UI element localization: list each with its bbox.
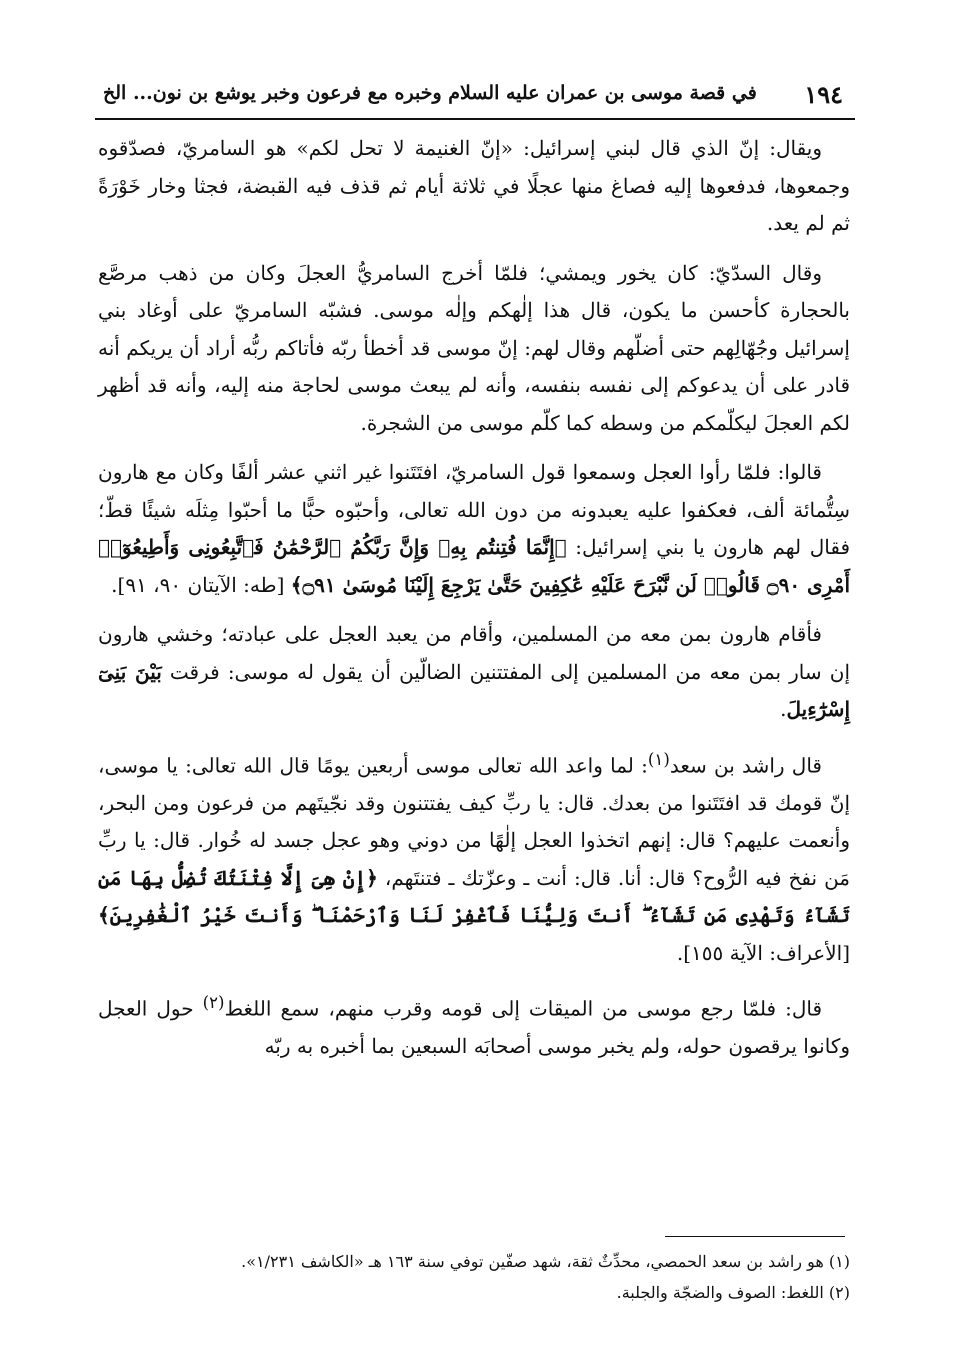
paragraph-text: قال: فلمّا رجع موسى من الميقات إلى قومه وقرب منهم، سمع اللغط [224, 996, 823, 1021]
paragraph [98, 130, 850, 243]
paragraph-text: وقال السدّيّ: كان يخور ويمشي؛ فلمّا أخرج السامريُّ العجلَ وكان من ذهب مرصَّع بالحجارة كأحسن ما يكون، قال هذا إلٰهكم وإلٰه موسى. فشبّه السامريّ على أوغاد بني إسرائيل وجُهّالِهم حتى أضلّهم وقال لهم: إنّ موسى قد أخطأ ربّه فأتاكم ربُّه أراد أن يريكم أنه قادر على أن يدعوكم إلى نفسه بنفسه، وأنه لم يبعث موسى لحاجة منه إليه، وأنه قد أظهر لكم العجلَ ليكلّمكم من وسطه كما كلّم موسى من الشجرة. [98, 260, 850, 435]
footnote-ref[interactable]: (٢) [202, 993, 225, 1013]
paragraph [98, 616, 850, 729]
verse-citation: [طه: الآيتان ٩٠، ٩١]. [111, 572, 291, 597]
paragraph-text: : لما واعد الله تعالى موسى أربعين يومًا قال الله تعالى: يا موسى، إنّ قومك قد افتَتَنوا من بعدك. قال: يا ربِّ كيف يفتتنون وقد نجّيتَهم من فرعون ومن البحر، وأنعمت عليهم؟ قال: إنهم اتخذوا العجل إلٰهًا من دوني وهو عجل جسد له خُوار. قال: يا ربِّ مَن نفخ فيه الرُّوح؟ قال: أنا. قال: أنت ـ وعزّتك ـ فتنتَهم، [98, 753, 851, 890]
paragraph-text: قالوا: فلمّا رأوا العجل وسمعوا قول السامريّ، افتَتَنوا غير اثني عشر ألفًا وكان مع هارون سِتُّمائة ألف، فعكفوا عليه يعبدونه من دون الله تعالى، وأحبّوه حبًّا ما أحبّوا مِثلَه شيئًا قطّ؛ فقال لهم هارون يا بني إسرائيل: [98, 460, 850, 559]
paragraph-text: ويقال: إنّ الذي قال لبني إسرائيل: «إنّ الغنيمة لا تحل لكم» هو السامريّ، فصدّقوه وجمعوها، فدفعوها إليه فصاغ منها عجلًا في ثلاثة أيام ثم قذف فيه القبضة، فجثا وخار خَوْرَةً ثم لم يعد. [98, 136, 850, 235]
verse-citation: [الأعراف: الآية ١٥٥]. [676, 940, 850, 965]
paragraph [98, 984, 850, 1066]
quran-verse: ﴿إِنَّمَا فُتِنتُم بِهِۦ وَإِنَّ رَبَّكُمُ ٱلرَّحْمَٰنُ فَٱتَّبِعُونِى وَأَطِيعُوٓا۟ أَمْرِى ۝٩٠ قَالُوا۟ لَن نَّبْرَحَ عَلَيْهِ عَٰكِفِينَ حَتَّىٰ يَرْجِعَ إِلَيْنَا مُوسَىٰ ۝٩١﴾ [98, 535, 850, 597]
footnotes [98, 1246, 850, 1308]
paragraph-end: . [780, 697, 787, 721]
quran-verse: ﴿إِنْ هِىَ إِلَّا فِتْنَتُكَ تُضِلُّ بِهَا مَن تَشَآءُ وَتَهْدِى مَن تَشَآءُ ۖ أَنتَ وَلِيُّنَا فَٱغْفِرْ لَنَا وَٱرْحَمْنَا ۖ وَأَنتَ خَيْرُ ٱلْغَٰفِرِينَ﴾ [98, 865, 850, 928]
paragraph [98, 454, 850, 604]
page-number: ١٩٤ [804, 80, 843, 109]
quran-verse: بَيْنَ بَنِىٓ إِسْرَٰٓءِيلَ [98, 659, 850, 721]
footnote: (١) هو راشد بن سعد الحمصي، محدِّثٌ ثقة، شهد صفّين توفي سنة ١٦٣ هـ «الكاشف ١/٢٣١». [241, 1252, 850, 1271]
paragraph [98, 741, 850, 973]
paragraph-text: حول العجل وكانوا يرقصون حوله، ولم يخبر موسى أصحابَه السبعين بما أخبره به ربّه [98, 996, 850, 1059]
running-title: في قصة موسى بن عمران عليه السلام وخبره مع فرعون وخبر يوشع بن نون... الخ [103, 82, 757, 104]
footnote-ref[interactable]: (١) [647, 749, 670, 769]
main-text [98, 130, 850, 1078]
page-header [95, 78, 855, 120]
footnote-divider [665, 1236, 845, 1237]
footnote: (٢) اللغط: الصوف والضجّة والجلبة. [616, 1283, 850, 1302]
paragraph-text: قال راشد بن سعد [669, 753, 822, 778]
paragraph [98, 255, 850, 443]
paragraph-text: فأقام هارون بمن معه من المسلمين، وأقام من يعبد العجل على عبادته؛ وخشي هارون إن سار بمن معه من المسلمين إلى المفتتنين الضالّين أن يقول له موسى: فرقت [98, 622, 850, 684]
